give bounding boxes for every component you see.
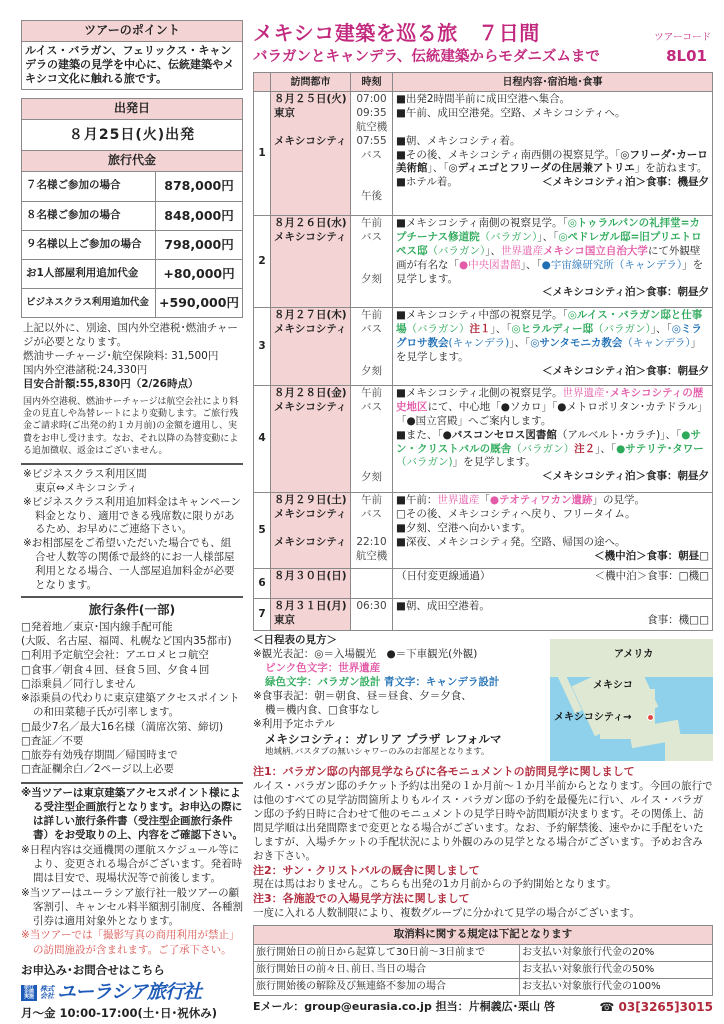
condition-item: □食事／朝食４回、昼食５回、夕食４回 xyxy=(21,663,210,676)
divider xyxy=(21,463,243,465)
condition-item: □査証欄余白／2ページ以上必要 xyxy=(21,763,174,776)
departure-title: 出発日 xyxy=(22,99,242,120)
note-1-body: ルイス・バラガン邸のチケット予約は出発の１か月前～１か月半前からとなります。今回の旅行では他のすべての見学訪問箇所よりもルイス・バラガン邸の予約を最優先に行い、ルイス・バラガン邸の予約日時に合わせて他のモニュメントの見学日時や訪問順が決まります。その関係上、訪問見学順は出発間際まで変更となる場合がございます。なお、予約解禁後、速やかに手配をいたしますが、入場チケットの手配状況により外観のみの見学となる場合がございます。予めお含みおき下さい。 xyxy=(253,779,713,862)
price-row xyxy=(22,172,242,201)
condition-item: □最少7名／最大16名様（満席次第、締切) xyxy=(21,720,224,733)
airport-tax: 国内外空港諸税:24,330円 xyxy=(23,363,148,376)
cancel-condition: 旅行開始後の解除及び無連絡不参加の場合 xyxy=(254,978,520,995)
schedule-row xyxy=(254,92,713,216)
mexico-map xyxy=(550,639,713,761)
travel-conditions xyxy=(21,600,243,776)
cancellation-row xyxy=(254,961,713,978)
day-number: 4 xyxy=(254,386,271,493)
surcharge-fine-print: 国内外空港税、燃油サーチャージは航空会社により料金の見直しや為替レートにより変動します。ご旅行残金ご請求時(ご出発の約１カ月前)の金額を適用し、実費をお申し受けます。なお、それ以降の為替変動による追加徴収、返金はございません。 xyxy=(23,396,239,457)
right-column xyxy=(253,20,713,1016)
visit-city: ８月２６日(水) メキシコシティ xyxy=(271,216,351,308)
bottom-notes xyxy=(21,786,243,957)
col-day xyxy=(254,73,271,92)
tour-point-body: ルイス・バラガン、フェリックス・キャンデラの建築の見学を中心に、伝統建築やメキシコ文化に触れる旅です。 xyxy=(25,43,234,86)
divider xyxy=(21,596,243,598)
condition-item: □旅券有効残存期間／帰国時まで xyxy=(21,749,178,762)
tour-point-box xyxy=(21,20,243,90)
visit-city: ８月２７日(木) メキシコシティ xyxy=(271,308,351,386)
condition-item: □発着地／東京･国内線手配可能 xyxy=(21,620,173,633)
footer xyxy=(253,1000,713,1016)
cancellation-row xyxy=(254,944,713,961)
schedule-legend xyxy=(253,634,545,761)
phone-icon: ☎ xyxy=(599,999,615,1014)
meal-info: ＜メキシコシティ泊＞食事：朝昼夕 xyxy=(541,286,709,299)
contact-phone[interactable]: ☎ 03[3265]3015 xyxy=(599,999,713,1014)
tour-code-label: ツアーコード xyxy=(654,32,711,43)
time-cell: 午前 バス 夕刻 xyxy=(351,386,393,493)
cancel-condition: 旅行開始日の前々日､前日､当日の場合 xyxy=(254,961,520,978)
day-number: 6 xyxy=(254,569,271,599)
logo-kabushiki: 株式 会社 xyxy=(40,984,54,1000)
legend-blue: 青文字：キャンデラ設計 xyxy=(383,676,500,689)
note-2-body: 現在は馬はおりません。こちらも出発の1カ月前からの予約開始となります。 xyxy=(253,878,617,891)
meal-info: ＜メキシコシティ泊＞食事：朝昼夕 xyxy=(541,470,709,483)
time-cell: 午前 バス 22:10 航空機 xyxy=(351,493,393,569)
surcharge-line: 上記以外に、別途、国内外空港税･燃油チャージが必要となります。 xyxy=(23,321,238,348)
company-logo[interactable] xyxy=(21,980,243,1005)
schedule-content: ■メキシコシティ北側の視察見学。世界遺産･メキシコシティの歴史地区にて、中心地「●ソカロ」「●メトロポリタン･カテドラル」「●国立宮殿」へご案内します。 ■また、「●バスコンセロス図書館（アルベルト･カラチ)」、「●サン・クリストバルの厩舎（バラガン）注２」、「●サテリテ･タワー（バラガン)」を見学します。 ＜メキシコシティ泊＞食事：朝昼夕 xyxy=(393,386,713,493)
schedule-content: ■朝、成田空港着。 食事：機□□ xyxy=(393,599,713,631)
hotel-title: ※利用予定ホテル xyxy=(253,717,335,730)
day-number: 2 xyxy=(254,216,271,308)
day-number: 3 xyxy=(254,308,271,386)
price-row xyxy=(22,259,242,288)
price-table xyxy=(22,172,242,317)
cancel-condition: 旅行開始日の前日から起算して30日前～3日前まで xyxy=(254,944,520,961)
price-value: 848,000円 xyxy=(164,207,234,223)
cancellation-table xyxy=(253,925,713,996)
business-notes xyxy=(21,467,243,594)
discount-note: ※当ツアーはユーラシア旅行社一般ツアーの顧客割引、キャンセル料半額割引制度、各種割引券は適用対象外となります。 xyxy=(21,886,243,928)
schedule-row xyxy=(254,386,713,493)
fuel-surcharge: 燃油サーチャージ･航空保険料: 31,500円 xyxy=(23,349,219,362)
header xyxy=(253,20,713,46)
surcharge-notes xyxy=(21,318,243,392)
legend-and-map xyxy=(253,634,713,761)
notes-section xyxy=(253,765,713,921)
cancel-fee: お支払い対象旅行代金の100% xyxy=(520,978,713,995)
visit-city: ８月２８日(金) メキシコシティ xyxy=(271,386,351,493)
condition-item: □添乗員／同行しません xyxy=(21,677,136,690)
price-value: 798,000円 xyxy=(164,236,234,252)
company-name: ユーラシア旅行社 xyxy=(57,981,202,1003)
price-value: 878,000円 xyxy=(164,178,234,194)
business-note: 東京⇔メキシコシティ xyxy=(35,481,138,494)
note-3-title: 注3：各施設での入場見学方法に関しまして xyxy=(253,892,470,906)
meal-info: ＜機中泊＞食事：朝昼□ xyxy=(594,549,709,562)
visit-city: ８月２５日(火) 東京 メキシコシティ xyxy=(271,92,351,216)
business-note: ※ビジネスクラス利用区間 xyxy=(23,467,147,480)
contact-title: お申込み･お問合せはこちら xyxy=(21,962,165,977)
note-2-title: 注2：サン・クリストバルの厩舎に関しまして xyxy=(253,863,480,877)
cancel-fee: お支払い対象旅行代金の50% xyxy=(520,961,713,978)
page-title: メキシコ建築を巡る旅 ７日間 xyxy=(253,21,540,45)
cancellation-title: 取消料に関する規定は下記となります xyxy=(254,925,713,944)
estimated-total: 目安合計額:55,830円（2/26時点） xyxy=(23,377,199,390)
price-label: ビジネスクラス利用追加代金 xyxy=(22,289,156,317)
map-label-mexico-city: メキシコシティ→ xyxy=(554,712,632,724)
note-1-title: 注1：バラガン邸の内部見学ならびに各モニュメントの訪問見学に関しまして xyxy=(253,765,635,779)
col-time: 時刻 xyxy=(351,73,393,92)
price-box xyxy=(21,98,243,318)
condition-item: □利用予定航空会社：アエロメヒコ航空 xyxy=(21,649,209,662)
visit-city: ８月３０日(日) xyxy=(271,569,351,599)
schedule-note: ※日程内容は交通機関の運航スケジュール等により、変更される場合がございます。発着時間は目安で、現場状況等で前後します。 xyxy=(21,843,243,885)
price-label: お1人部屋利用追加代金 xyxy=(22,260,156,288)
logo-badge-icon: 旅行 企画 実施 xyxy=(21,985,37,1001)
legend-meal-2: 機＝機内食、□食事なし xyxy=(265,703,380,716)
tour-point-title: ツアーのポイント xyxy=(22,21,242,42)
condition-item: □査証／不要 xyxy=(21,734,84,747)
condition-item: ※添乗員の代わりに東京建築アクセスポイントの和田菜穂子氏が引率します。 xyxy=(21,692,240,719)
legend-green: 緑色文字：バラガン設計 xyxy=(265,676,381,689)
time-cell xyxy=(351,569,393,599)
page-subtitle: バラガンとキャンデラ、伝統建築からモダニズムまで xyxy=(253,48,600,66)
schedule-row xyxy=(254,569,713,599)
contact-email[interactable]: Eメール：group@eurasia.co.jp 担当：片桐義広･栗山 啓 xyxy=(253,999,555,1013)
visit-city: ８月２９日(土) メキシコシティ メキシコシティ xyxy=(271,493,351,569)
legend-title: ＜日程表の見方＞ xyxy=(253,634,337,647)
departure-date: ８月25日(火)出発 xyxy=(22,120,242,151)
day-number: 7 xyxy=(254,599,271,631)
price-value: +590,000円 xyxy=(159,294,239,310)
schedule-row xyxy=(254,599,713,631)
price-row xyxy=(22,230,242,259)
contact-block xyxy=(21,963,243,1021)
schedule-content: ■出発2時間半前に成田空港へ集合。 ■午前、成田空港発。空路、メキシコシティへ。 ■朝、メキシコシティ着。 ■その後、メキシコシティ南西側の視察見学。「◎フリーダ･カーロ美術館」、「◎ディエゴとフリーダの住居兼アトリエ」を訪ねます。 ■ホテル着。 ＜メキシコシティ泊＞食事：機昼夕 xyxy=(393,92,713,216)
left-column xyxy=(21,20,243,1021)
schedule-row xyxy=(254,493,713,569)
schedule-table xyxy=(253,72,713,631)
conditions-title: 旅行条件(一部) xyxy=(88,602,176,618)
meal-info: ＜メキシコシティ泊＞食事：朝昼夕 xyxy=(541,364,709,377)
schedule-header xyxy=(254,73,713,92)
note-3-body: 一度に入れる人数制限により、複数グループに分かれて見学の場合がございます。 xyxy=(253,906,640,919)
business-hours: 月～金 10:00-17:00(土･日･祝休み) xyxy=(21,1006,217,1021)
price-label: ８名様ご参加の場合 xyxy=(22,202,156,230)
map-label-usa: アメリカ xyxy=(614,649,654,661)
schedule-row xyxy=(254,308,713,386)
visit-city: ８月３１日(月) 東京 xyxy=(271,599,351,631)
meal-info: ＜機中泊＞食事：□機□ xyxy=(594,570,709,583)
day-number: 1 xyxy=(254,92,271,216)
meal-info: ＜メキシコシティ泊＞食事：機昼夕 xyxy=(541,176,709,189)
map-label-mexico: メキシコ xyxy=(593,680,633,692)
contract-note: ※当ツアーは東京建築アクセスポイント様による受注型企画旅行となります。お申込の際には詳しい旅行条件書（受注型企画旅行条件書）をお受取りの上、内容をご確認下さい。 xyxy=(21,786,243,842)
divider xyxy=(21,782,243,784)
price-label: ７名様ご参加の場合 xyxy=(22,172,156,201)
meal-info: 食事：機□□ xyxy=(647,614,709,627)
price-label: ９名様以上ご参加の場合 xyxy=(22,231,156,259)
price-row xyxy=(22,288,242,317)
schedule-row xyxy=(254,216,713,308)
time-cell: 午前 バス 夕刻 xyxy=(351,216,393,308)
legend-meal: ※食事表記：朝＝朝食、昼＝昼食、夕＝夕食、 xyxy=(253,690,472,702)
hotel-name: メキシコシティ：ガレリア プラザ レフォルマ xyxy=(265,731,502,746)
col-content: 日程内容･宿泊地･食事 xyxy=(393,73,713,92)
cancellation-row xyxy=(254,978,713,995)
col-city: 訪問都市 xyxy=(271,73,351,92)
price-value: +80,000円 xyxy=(163,265,235,281)
photo-restriction-note: ※当ツアーでは「撮影写真の商用利用が禁止」の訪問施設が含まれます。ご了承下さい。 xyxy=(21,929,240,956)
price-title: 旅行代金 xyxy=(22,151,242,172)
price-row xyxy=(22,201,242,230)
schedule-content: ■メキシコシティ中部の視察見学。「◎ルイス・バラガン邸と仕事場（バラガン）注１」、「◎ヒラルディー邸（バラガン）」、「◎ミラグロサ教会(キャンデラ)」、「◎サンタモニカ教会（キャンデラ）」を見学します。 ＜メキシコシティ泊＞食事：朝昼夕 xyxy=(393,308,713,386)
cancel-fee: お支払い対象旅行代金の20% xyxy=(520,944,713,961)
legend-pink: ピンク色文字：世界遺産 xyxy=(265,662,381,675)
schedule-content: （日付変更線通過） ＜機中泊＞食事：□機□ xyxy=(393,569,713,599)
time-cell: 07:00 09:35 航空機 07:55 バス 午後 xyxy=(351,92,393,216)
legend-sightseeing: ※観光表記：◎＝入場観光 ●＝下車観光(外観) xyxy=(253,648,478,661)
time-cell: 06:30 xyxy=(351,599,393,631)
schedule-content: ■メキシコシティ南側の視察見学。「◎トゥラルパンの礼拝堂=カプチーナス修道院（バラガン）」、「◎ペドレガル邸=旧プリエトロペス邸（バラガン）」、世界遺産メキシコ国立自治大学にて外観壁画が有名な「●中央図書館」、「●宇宙線研究所（キャンデラ）」を見学します。 ＜メキシコシティ泊＞食事：朝昼夕 xyxy=(393,216,713,308)
schedule-content: ■午前：世界遺産「●テオティワカン遺跡」の見学。 □その後、メキシコシティへ戻り、フリータイム。 ■夕刻、空港へ向かいます。 ■深夜、メキシコシティ発。空路、帰国の途へ。 ＜機中泊＞食事：朝昼□ xyxy=(393,493,713,569)
business-note: ※お相部屋をご希望いただいた場合でも、組合せ人数等の関係で最終的にお一人様部屋利用となる場合、一人部屋追加料金が必要となります。 xyxy=(23,537,235,592)
condition-item: (大阪、名古屋、福岡、札幌など国内35都市) xyxy=(21,634,232,647)
time-cell: 午前 バス 夕刻 xyxy=(351,308,393,386)
hotel-note: 地域柄､バスタブの無いシャワーのみのお部屋となります。 xyxy=(265,747,490,758)
subtitle-row xyxy=(253,47,713,67)
business-note: ※ビジネスクラス利用追加料金はキャンペーン料金となり、適用できる残席数に限りがあるため、お早めにご連絡下さい。 xyxy=(23,495,241,536)
day-number: 5 xyxy=(254,493,271,569)
tour-code: 8L01 xyxy=(666,47,707,66)
